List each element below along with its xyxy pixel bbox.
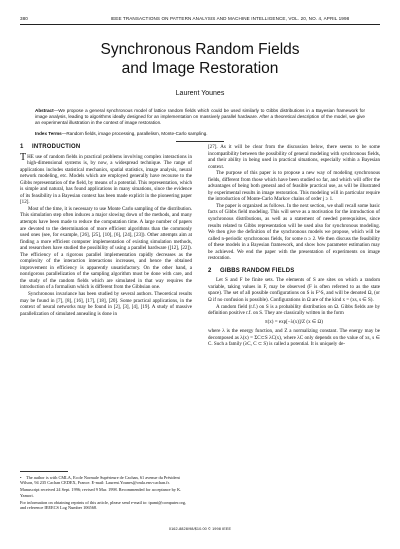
index-terms [35,131,365,137]
section-title: GIBBS RANDOM FIELDS [220,267,295,274]
abstract-text: —We propose a general synchronous model of lattice random fields which could be used similarly to Gibbs distributions in a Bayesian framework for image analysis, leading to algorithms ideally designed for an implementation on massively parallel hardware. After a theoretical description of the model, we give an experimental illustration in the context of image restoration. [35,108,365,126]
intro-paragraph-6: The paper is organized as follows. In the next section, we shall recall some basic facts of Gibbs field modeling. This will serve as a motivation for the introduction of synchronous distributions, as well as a statement of needed prerequisites, since results related to Gibbs representation will be used also for synchronous modeling. We then give the definition of the synchronous models we propose, which will be called n-periodic synchronous fields, for some n ≥ 2. We then discuss the feasibility of these models in a Bayesian framework, and show how parameter estimation may be achieved. We end the paper with the presentation of experiments on image restoration. [208,202,380,262]
footnote-rule [20,471,68,472]
abstract-separator [176,141,224,142]
title-line-2: and Image Restoration [121,60,279,77]
footnotes [20,471,192,512]
gibbs-paragraph-1: Let S and F be finite sets. The elements of S are sites on which a random variable, taking values in F, may be observed (F is often referred to as the state space). The set of all possible configurations on S is F^S, and will be denoted Ω, (or Ω if no confusion is possible). Configurations in Ω are of the kind x = (xs, s ∈ S). [208,277,380,304]
title-line-1: Synchronous Random Fields [100,41,300,58]
right-column [208,144,380,348]
section-title: INTRODUCTION [32,144,81,150]
footnote-affiliation: • The author is with CMLA, Ecole Normale Supérieure de Cachan, 61 avenue du Président Wilson, 94 235 Cachan CEDEX, France. E-mail: Laurent.Younes@cmla.ens-cachan.fr. [20,475,180,486]
section-heading-2 [208,268,380,275]
footnote-manuscript: Manuscript received 24 Sept. 1996; revised 9 Mar. 1998. Recommended for acceptance by K. Yamori. [20,487,182,498]
page-number: 380 [20,16,28,21]
intro-paragraph-1-text: HE use of random fields in practical problems involving complex interactions in high-dimensional systems is, by now, a widespread technique. The range of applications includes statistical mechanics, spatial statistics, image analysis, neural network modeling, etc. Models which are employed generally have recourse to the Gibbs representation of the field, by means of a potential. This representation, which is simple and natural, has found applications in many situations, since the evidence of its feasibility in a Bayesian context has been made explicit in the pioneering paper [12]. [20,153,192,206]
intro-paragraph-4: [27]. As it will be clear from the discussion below, there seems to be some incompatibility between the possibility of general modeling with synchronous fields, and their ability in being used in practical situations, especially within a Bayesian context. [208,144,380,170]
section-number: 2 [208,267,212,274]
gibbs-paragraph-3: where λ is the energy function, and Z a normalizing constant. The energy may be decomposed as λ(x) = ΣC⊂S λC(x), where λC only depends on the value of xs, s ∈ C. Such a family (λC, C ⊂ S) is called a potential. It is uniquely de- [208,328,380,348]
footnote-reprints: For information on obtaining reprints of this article, please send e-mail to: tpami@computer.org, and reference IEEECS Log Number 106568. [20,499,187,511]
section-heading-1 [20,144,192,151]
section-number: 1 [20,144,24,150]
intro-paragraph-5: The purpose of this paper is to propose a new way of modeling synchronous fields, different from those which have been studied so far, and which will offer the advantages of being both general and of feasible practical use, as will be illustrated by experimental results in image restoration. This modeling will in particular require the introduction of Monte-Carlo Markov chains of order j ≥ 1. [208,170,380,203]
abstract-label: Abstract [35,108,54,113]
journal-header: IEEE TRANSACTIONS ON PATTERN ANALYSIS AND MACHINE INTELLIGENCE, VOL. 20, NO. 4, APRIL 1998 [110,16,350,21]
author-name: Laurent Younes [175,90,225,97]
left-column [20,144,192,317]
intro-paragraph-1 [20,151,192,206]
bullet-icon: • [20,475,22,480]
abstract [35,108,365,127]
index-terms-label: Index Terms [35,131,62,136]
drop-cap: T [20,151,27,163]
gibbs-paragraph-2: A random field (r.f.) on S is a probability distribution on Ω. Gibbs fields are by definition positive r.f. on S. They are classically written in the form [208,303,380,317]
copyright-code: 0162-8828/98/$10.00 © 1998 IEEE [168,527,232,531]
intro-paragraph-2: Most of the time, it is necessary to use Monte Carlo sampling of the distribution. This simulation step often induces a major slowing down of the methods, and many attempts have been made to reduce the computation time. A large number of papers are devoted to the determination of more efficient algorithms than the commonly used ones (see, for example, [26], [25], [10], [6], [24], [23]). Other attempts aim at finding a more efficient computer implementation of existing simulation methods, and researchers have studied the possibility of using a parallel hardware ([12], [22]). The efficiency of a rigorous parallel implementation rapidly decreases as the complexity of the interaction interactions increases, and hence the obtained improvement in efficiency is apparently unsatisfactory. On the other hand, a nonrigorous parallelization of the sampling algorithm must be done with care, and the study of the random fields which are simulated in that way requires the introduction of a formalism which is different from the Gibbsian one. [20,205,192,291]
gibbs-formula: π(x) = exp[−λ(x)]/Z (x ∈ Ω) [265,318,323,325]
header-rule [20,24,380,25]
paper-title [30,40,370,78]
index-terms-text: —Random fields, image processing, parallelism, Monte-Carlo sampling. [61,131,208,136]
intro-paragraph-3: Synchronous invariance has been studied by several authors. Theoretical results may be found in [7], [8], [16], [17], [18], [20]. Some practical applications, in the context of neural networks may be found in [2], [3], [4], [19]. A study of massive parallelization of simulated annealing is done in [20,291,192,317]
